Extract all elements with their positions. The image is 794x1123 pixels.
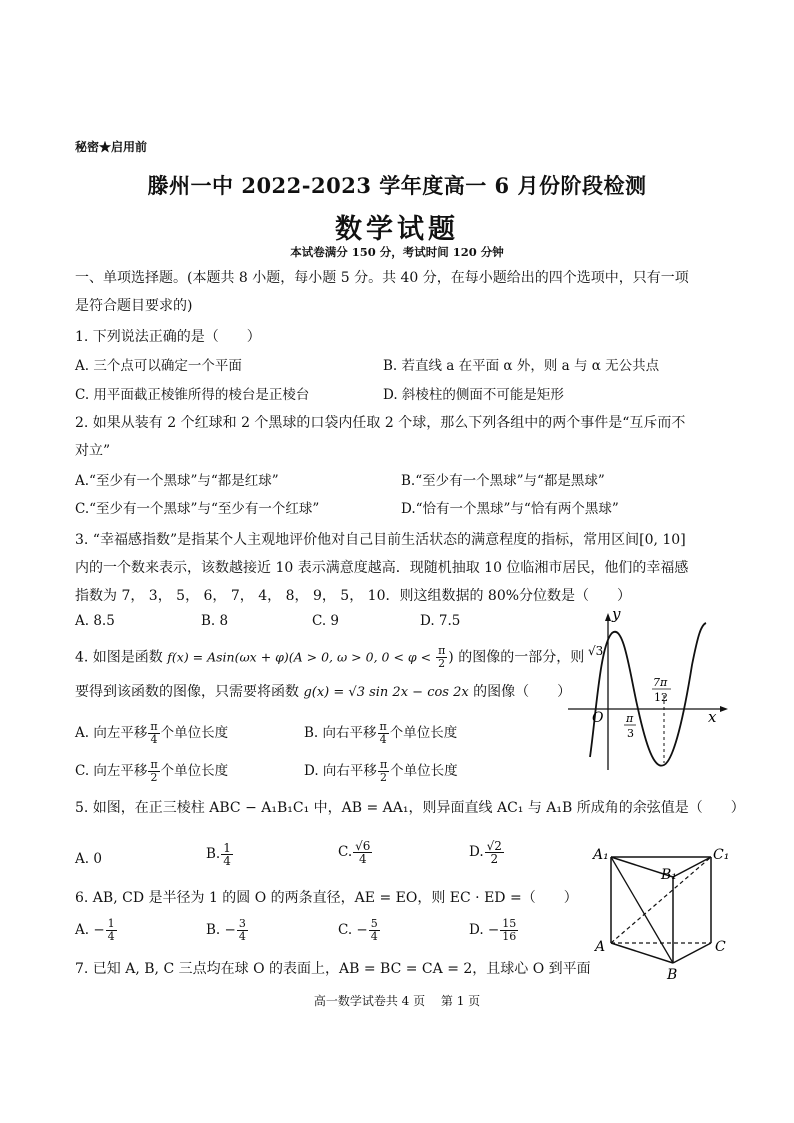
option-unit: 个单位长度 — [389, 725, 458, 741]
exam-info: 本试卷满分 150 分，考试时间 120 分钟 — [290, 245, 504, 259]
fraction-numerator: π — [438, 644, 446, 657]
fraction-denominator: 4 — [238, 930, 246, 943]
fraction-denominator: 4 — [358, 852, 367, 866]
question-4-option-d — [304, 759, 458, 784]
question-4-option-c — [75, 759, 228, 784]
question-2-option-b: B.“至少有一个黑球”与“都是黑球” — [401, 473, 605, 489]
x-axis-label: x — [708, 708, 717, 726]
question-4-option-b — [304, 721, 457, 746]
amplitude-label: √3 — [588, 644, 604, 658]
question-6-option-d — [469, 918, 519, 943]
fraction-numerator: π — [150, 720, 158, 733]
fraction-denominator: 4 — [379, 733, 387, 746]
fraction-denominator: 2 — [150, 771, 158, 784]
tick-7pi-over-12-den: 12 — [654, 691, 668, 704]
question-7-stem: 7. 已知 A, B, C 三点均在球 O 的表面上，AB = BC = CA = 2，且球心 O 到平面 — [75, 961, 591, 977]
question-3-option-d: D. 7.5 — [420, 613, 461, 629]
question-4-g-function: g(x) = √3 sin 2x − cos 2x — [303, 685, 469, 700]
option-prefix: C. − — [338, 922, 368, 938]
question-3-option-a: A. 8.5 — [75, 613, 115, 629]
fraction-numerator: 3 — [238, 917, 246, 930]
question-5-option-d — [469, 840, 505, 865]
question-1-option-c: C. 用平面截正棱锥所得的棱台是正棱台 — [75, 387, 310, 403]
question-3-option-b: B. 8 — [201, 613, 229, 629]
option-prefix: B. 向右平移 — [304, 725, 377, 741]
option-unit: 个单位长度 — [160, 763, 229, 779]
question-5-option-c — [338, 840, 373, 865]
question-1-stem: 1. 下列说法正确的是（ ） — [75, 329, 261, 345]
question-3-stem: 3. “幸福感指数”是指某个人主观地评价他对自己目前生活状态的满意程度的指标，常用区间[0, 10] — [75, 532, 686, 548]
fraction-numerator: 5 — [370, 917, 378, 930]
fraction-denominator: 2 — [490, 852, 499, 866]
question-4-prefix: 4. 如图是函数 — [75, 649, 168, 666]
fraction-numerator: π — [379, 758, 388, 771]
fraction-denominator: 2 — [380, 771, 388, 784]
fraction-denominator: 4 — [370, 930, 378, 943]
fraction-denominator: 4 — [150, 733, 158, 746]
question-6-option-a — [75, 918, 118, 943]
tick-7pi-over-12-num: 7π — [653, 676, 668, 689]
question-1-option-d: D. 斜棱柱的侧面不可能是矩形 — [383, 387, 564, 403]
question-4-stem-cont — [75, 683, 571, 702]
fraction-numerator: 1 — [223, 841, 231, 855]
vertex-b1-label: B₁ — [661, 867, 677, 883]
question-3-stem-cont2: 指数为 7， 3， 5， 6， 7， 4， 8， 9， 5， 10．则这组数据的 80%分位数是（ ） — [75, 588, 632, 604]
question-2-option-d: D.“恰有一个黑球”与“恰有两个黑球” — [401, 501, 619, 517]
section-heading-cont: 是符合题目要求的) — [75, 298, 193, 314]
sine-graph-figure — [560, 605, 735, 775]
option-prefix: B. − — [206, 922, 236, 938]
fraction-denominator: 4 — [107, 930, 115, 943]
option-prefix: D. — [469, 844, 484, 860]
exam-title: 滕州一中 2022-2023 学年度高一 6 月份阶段检测 — [147, 173, 647, 198]
option-prefix: C. — [338, 844, 353, 860]
question-5-option-b — [206, 842, 234, 867]
fraction-numerator: √2 — [486, 839, 502, 853]
option-prefix: A. 向左平移 — [75, 725, 148, 741]
tick-pi-over-3-den: 3 — [627, 727, 634, 740]
exam-subtitle: 数学试题 — [335, 214, 459, 245]
question-6-option-b — [206, 918, 249, 943]
fraction-numerator: 15 — [502, 917, 517, 930]
question-2-option-a: A.“至少有一个黑球”与“都是红球” — [75, 473, 279, 489]
fraction-numerator: π — [150, 758, 158, 771]
page-footer: 高一数学试卷共 4 页 第 1 页 — [313, 994, 481, 1008]
option-prefix: D. 向右平移 — [304, 763, 377, 779]
option-unit: 个单位长度 — [390, 763, 458, 779]
question-4-stem — [75, 645, 584, 670]
y-axis-arrow — [605, 613, 611, 621]
x-axis-arrow — [720, 706, 728, 712]
fraction-denominator: 16 — [502, 930, 517, 943]
vertex-c1-label: C₁ — [713, 847, 730, 863]
vertex-a-label: A — [595, 939, 606, 955]
option-prefix: C. 向左平移 — [75, 763, 148, 779]
fraction-numerator: 1 — [107, 917, 115, 930]
question-4-function: f(x) = Asin(ωx + φ)(A > 0, ω > 0, 0 < φ < — [167, 649, 436, 665]
option-prefix: B. — [206, 846, 221, 862]
question-1-option-b: B. 若直线 a 在平面 α 外，则 a 与 α 无公共点 — [383, 358, 660, 374]
vertex-b-label: B — [667, 967, 678, 983]
fraction-denominator: 4 — [223, 854, 231, 868]
origin-label: O — [592, 710, 604, 726]
question-2-stem-cont: 对立” — [75, 443, 111, 459]
prism-figure — [585, 835, 735, 985]
fraction-numerator: √6 — [355, 839, 371, 853]
y-axis-label: y — [612, 605, 621, 623]
option-unit: 个单位长度 — [160, 725, 229, 741]
question-4-option-a — [75, 721, 228, 746]
question-3-option-c: C. 9 — [312, 613, 340, 629]
question-2-option-c: C.“至少有一个黑球”与“至少有一个红球” — [75, 501, 320, 517]
question-5-option-a: A. 0 — [75, 851, 102, 867]
question-6-option-c — [338, 918, 381, 943]
option-prefix: D. − — [469, 922, 500, 938]
fraction-numerator: π — [379, 720, 387, 733]
confidential-label: 秘密★启用前 — [75, 140, 148, 154]
question-5-stem: 5. 如图，在正三棱柱 ABC − A₁B₁C₁ 中，AB = AA₁，则异面直线 AC₁ 与 A₁B 所成角的余弦值是（ ） — [75, 800, 745, 816]
vertex-a1-label: A₁ — [593, 847, 609, 863]
option-prefix: A. − — [75, 922, 105, 938]
question-2-stem: 2. 如果从装有 2 个红球和 2 个黑球的口袋内任取 2 个球，那么下列各组中的两个事件是“互斥而不 — [75, 415, 686, 431]
question-1-option-a: A. 三个点可以确定一个平面 — [75, 358, 242, 374]
fraction-denominator: 2 — [438, 657, 446, 670]
section-heading: 一、单项选择题。(本题共 8 小题，每小题 5 分。共 40 分，在每小题给出的四个选项中，只有一项 — [75, 270, 689, 286]
question-4-suffix: ) 的图像的一部分，则 — [448, 649, 585, 666]
question-4-line2-end: 的图像（ ） — [468, 684, 572, 700]
question-6-stem: 6. AB, CD 是半径为 1 的圆 O 的两条直径，AE = EO，则 EC · ED =（ ） — [75, 890, 578, 906]
question-4-line2-text: 要得到该函数的图像，只需要将函数 — [75, 684, 304, 700]
tick-pi-over-3-num: π — [626, 712, 634, 725]
vertex-c-label: C — [715, 939, 726, 955]
question-3-stem-cont: 内的一个数来表示，该数越接近 10 表示满意度越高．现随机抽取 10 位临湘市居民，他们的幸福感 — [75, 560, 689, 576]
